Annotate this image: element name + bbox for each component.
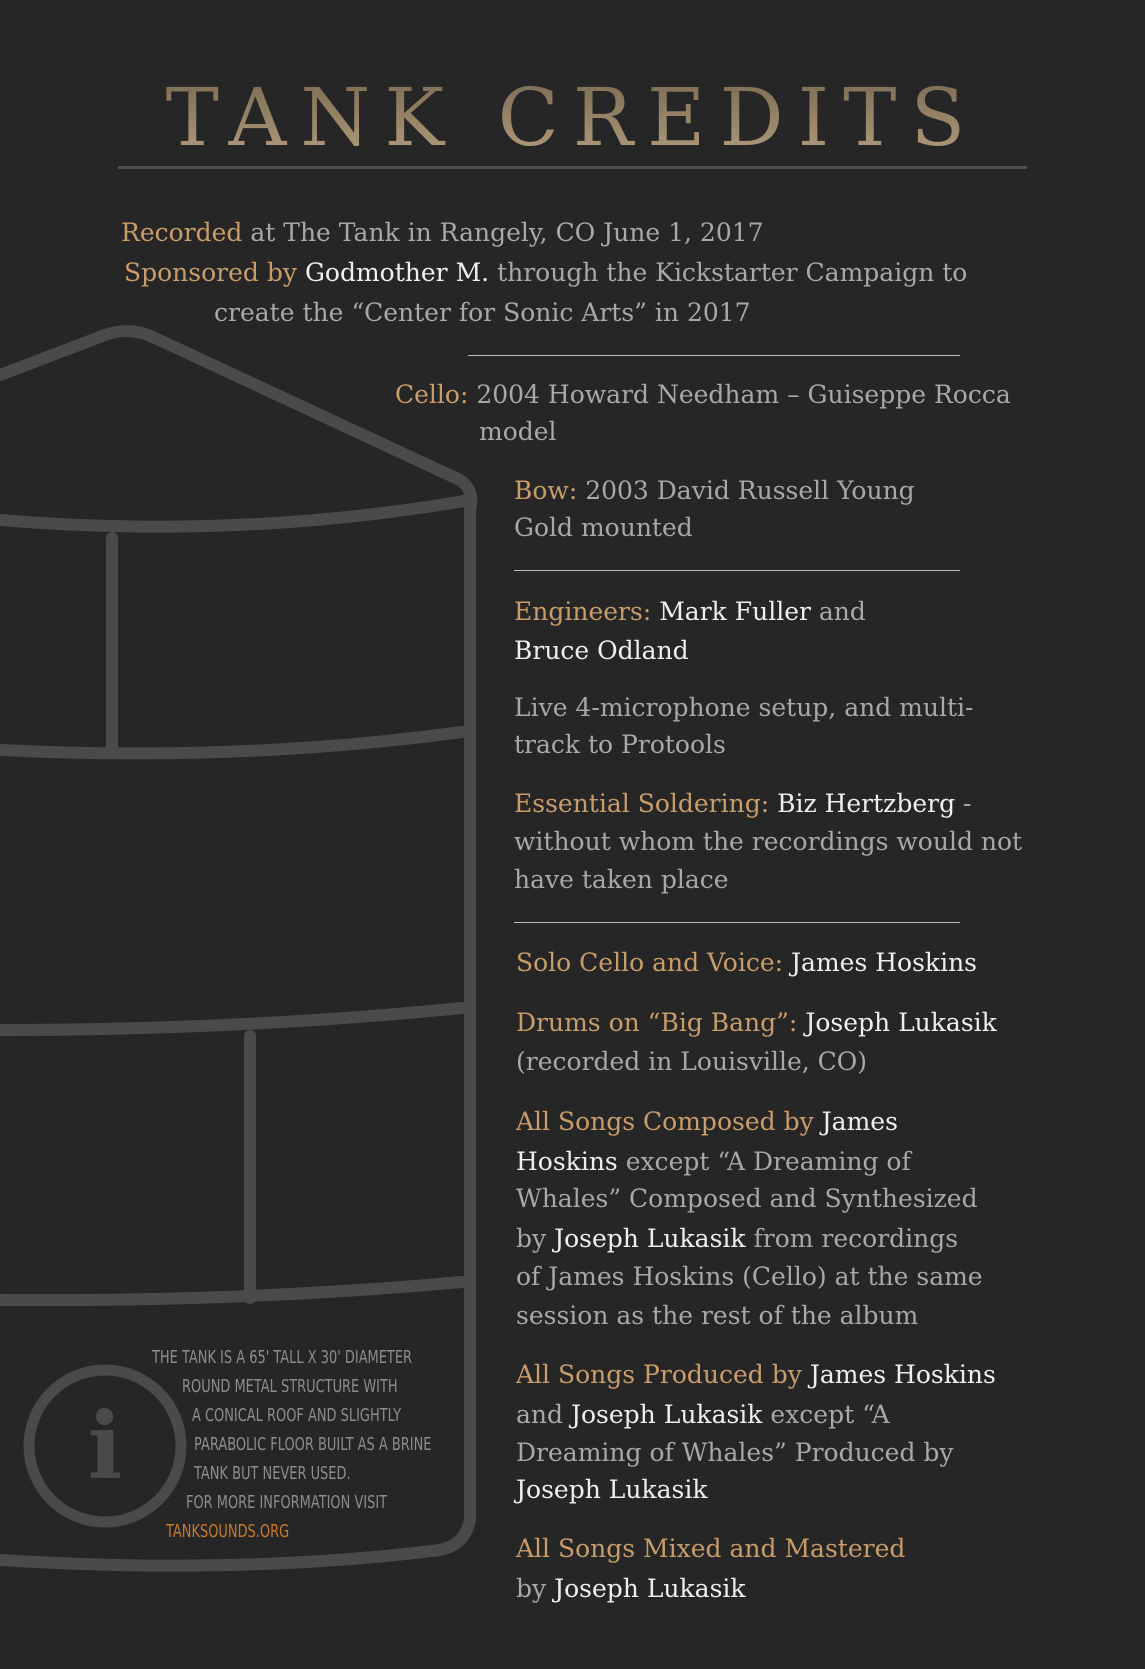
drums-name: Joseph Lukasik <box>805 1008 997 1037</box>
info-icon-letter: i <box>87 1392 123 1500</box>
composed-by: by <box>516 1224 555 1253</box>
solo-name: James Hoskins <box>791 948 977 977</box>
sponsored-label: Sponsored by <box>124 258 297 287</box>
mixed-line-2 <box>516 1570 746 1607</box>
info-line-6: FOR MORE INFORMATION VISIT <box>186 1492 388 1513</box>
sponsor-name: Godmother M. <box>304 258 490 287</box>
tank-band-1 <box>0 732 462 753</box>
produced-line <box>516 1356 996 1393</box>
composed-text-1: except “A Dreaming of <box>617 1147 911 1176</box>
produced-line-2 <box>516 1396 890 1433</box>
solo-label: Solo Cello and Voice: <box>516 948 784 977</box>
divider <box>514 570 960 571</box>
soldering-line <box>514 785 972 822</box>
info-url-link[interactable]: TANKSOUNDS.ORG <box>166 1521 290 1542</box>
title-divider <box>118 166 1027 169</box>
sponsored-line-2: create the “Center for Sonic Arts” in 2017 <box>214 298 751 327</box>
drums-line-2: (recorded in Louisville, CO) <box>516 1047 868 1076</box>
drums-line <box>516 1004 997 1041</box>
info-line-4: PARABOLIC FLOOR BUILT AS A BRINE <box>194 1434 432 1455</box>
bow-label: Bow: <box>514 476 578 505</box>
mixed-label: All Songs Mixed and Mastered <box>516 1534 906 1563</box>
produced-text-1: except “A <box>762 1400 890 1429</box>
tank-band-2 <box>0 1008 462 1030</box>
mixer-name: Joseph Lukasik <box>554 1574 746 1603</box>
engineer-name-2: Bruce Odland <box>514 636 689 665</box>
divider <box>514 922 960 923</box>
info-icon <box>29 1370 181 1522</box>
setup-line-1: Live 4-microphone setup, and multi- <box>514 693 974 722</box>
setup-line-2: track to Protools <box>514 730 726 759</box>
drums-label: Drums on “Big Bang”: <box>516 1008 798 1037</box>
produced-and: and <box>516 1400 571 1429</box>
recorded-text: at The Tank in Rangely, CO June 1, 2017 <box>242 218 764 247</box>
tank-roof-edge <box>0 500 470 527</box>
cello-line <box>395 376 1011 413</box>
engineer-name-1: Mark Fuller <box>659 597 811 626</box>
composed-line-3: Whales” Composed and Synthesized <box>516 1184 978 1213</box>
mixed-line <box>516 1530 905 1567</box>
composed-text-2: from recordings <box>745 1224 959 1253</box>
info-line-3: A CONICAL ROOF AND SLIGHTLY <box>192 1405 402 1426</box>
bow-line <box>514 472 915 509</box>
soldering-dash: - <box>955 789 972 818</box>
composed-line-4 <box>516 1220 958 1257</box>
page-title: TANK CREDITS <box>0 78 1145 158</box>
composed-line-6: session as the rest of the album <box>516 1301 919 1330</box>
producer-name-2: Joseph Lukasik <box>570 1400 763 1429</box>
composed-line-2 <box>516 1143 911 1180</box>
engineers-label: Engineers: <box>514 597 652 626</box>
cello-text: 2004 Howard Needham – Guiseppe Rocca <box>468 380 1011 409</box>
info-line-5: TANK BUT NEVER USED. <box>194 1463 351 1484</box>
composer-name-1b: Hoskins <box>516 1147 618 1176</box>
composed-label: All Songs Composed by <box>516 1107 814 1136</box>
producer-name-1: James Hoskins <box>809 1360 996 1389</box>
divider <box>468 355 960 356</box>
sponsored-line <box>124 254 967 291</box>
composer-name-2: Joseph Lukasik <box>554 1224 746 1253</box>
sponsored-text: through the Kickstarter Campaign to <box>489 258 968 287</box>
cello-label: Cello: <box>395 380 469 409</box>
composed-line-5: of James Hoskins (Cello) at the same <box>516 1262 983 1291</box>
info-line-2: ROUND METAL STRUCTURE WITH <box>182 1376 398 1397</box>
soldering-name: Biz Hertzberg <box>777 789 956 818</box>
solo-line <box>516 944 977 981</box>
producer-name-3: Joseph Lukasik <box>516 1475 708 1504</box>
tank-roof-outline <box>0 331 471 510</box>
engineers-line <box>514 593 866 630</box>
produced-line-3: Dreaming of Whales” Produced by <box>516 1438 954 1467</box>
bow-line-2: Gold mounted <box>514 513 693 542</box>
produced-label: All Songs Produced by <box>516 1360 802 1389</box>
soldering-line-3: have taken place <box>514 865 729 894</box>
tank-band-3 <box>0 1282 462 1300</box>
info-line-1: THE TANK IS A 65' TALL X 30' DIAMETER <box>152 1347 413 1368</box>
recorded-label: Recorded <box>121 218 243 247</box>
bow-text: 2003 David Russell Young <box>577 476 915 505</box>
composer-name-1a: James <box>821 1107 898 1136</box>
composed-line <box>516 1103 898 1140</box>
recorded-line <box>121 214 764 251</box>
soldering-label: Essential Soldering: <box>514 789 770 818</box>
soldering-line-2: without whom the recordings would not <box>514 827 1023 856</box>
engineers-and: and <box>810 597 866 626</box>
mixed-by: by <box>516 1574 555 1603</box>
cello-line-2: model <box>479 417 557 446</box>
